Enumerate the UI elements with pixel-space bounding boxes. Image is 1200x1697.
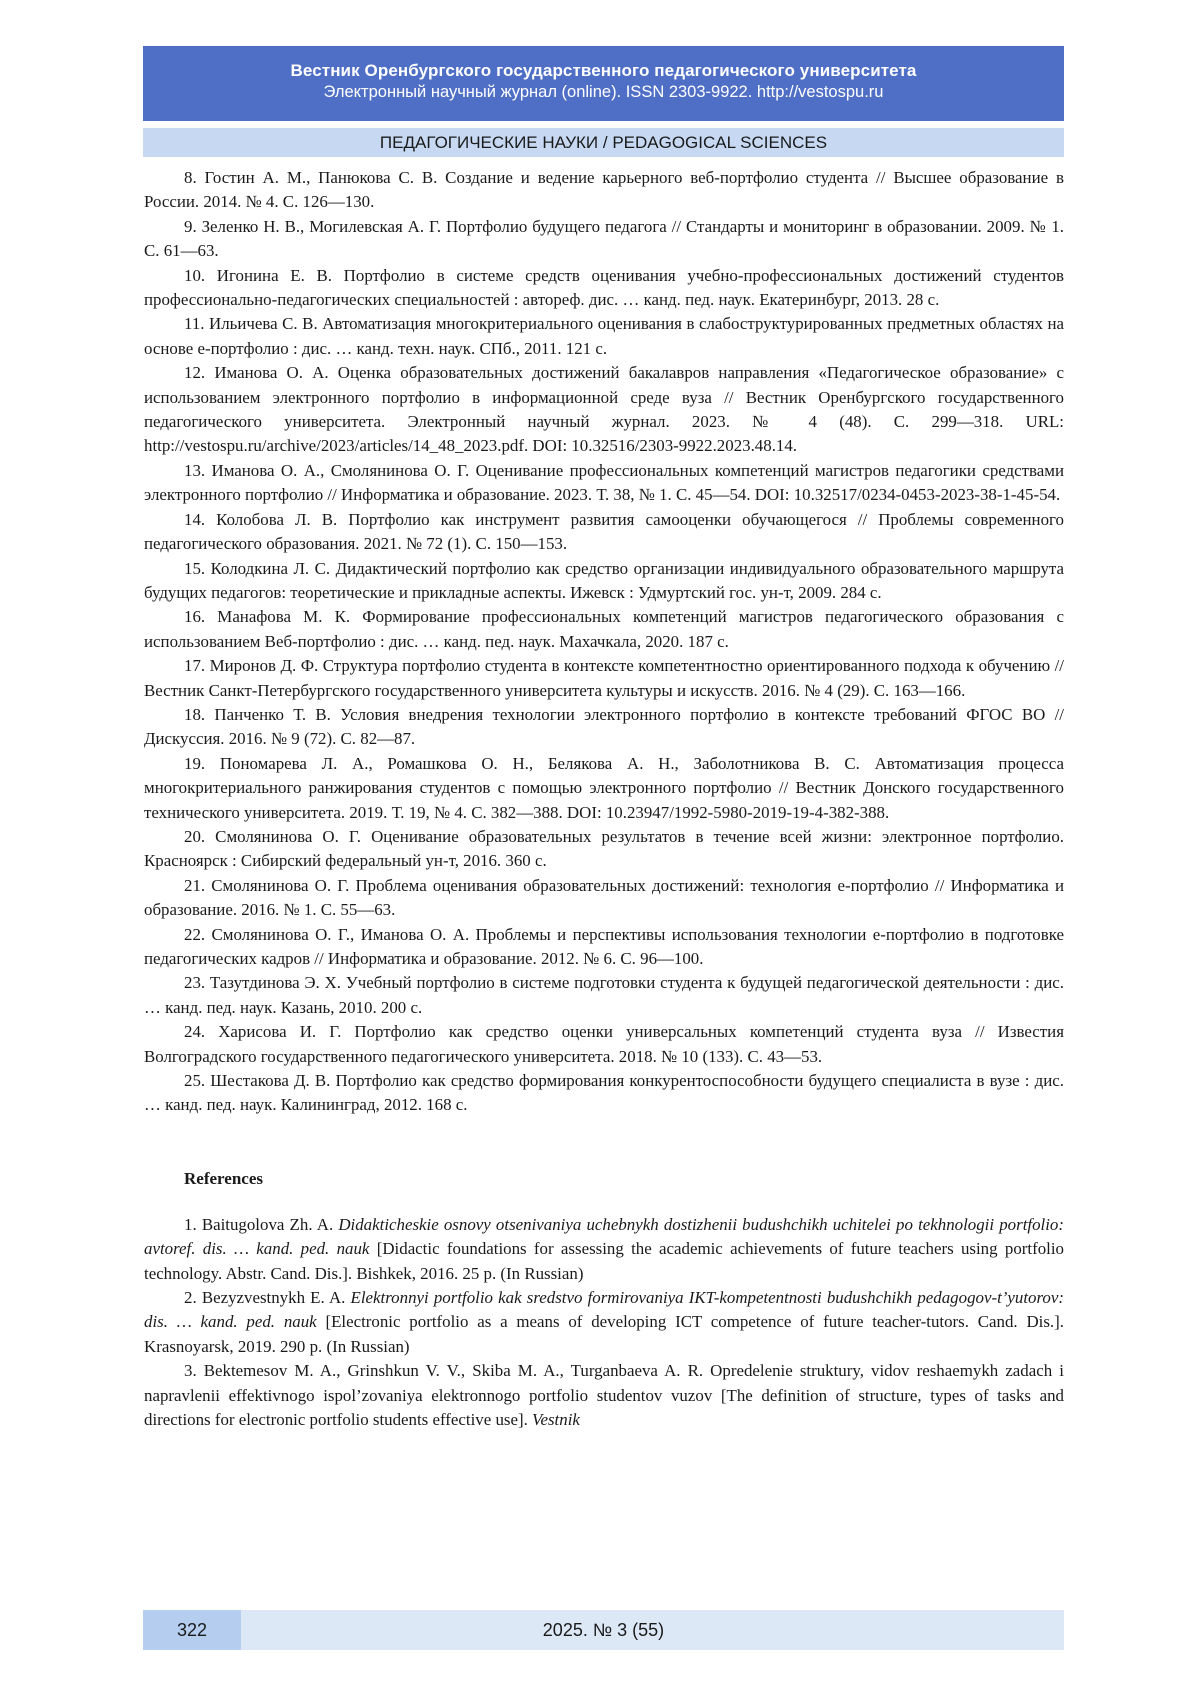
reference-item: 19. Пономарева Л. А., Ромашкова О. Н., Белякова А. Н., Заболотникова В. С. Автоматизация процесса многокритериального ранжирования студентов с помощью электронного портфолио // Вестник Донского государственного технического университета. 2019. Т. 19, № 4. С. 382—388. DOI: 10.23947/1992-5980-2019-19-4-382-388. [144,753,1064,822]
reference-details: [Electronic portfolio as a means of developing ICT competence of future teacher-tutors. Cand. Dis.]. Krasnoyarsk, 2019. 290 p. (In Russian) [144,1312,1064,1356]
reference-item: 24. Харисова И. Г. Портфолио как средство оценки универсальных компетенций студента вуза // Известия Волгоградского государственного педагогического университета. 2018. № 10 (133). С. 43—53. [144,1022,1064,1066]
reference-item: 12. Иманова О. А. Оценка образовательных достижений бакалавров направления «Педагогическое образование» с использованием электронного портфолио в информационной среде вуза // Вестник Оренбургского государственного педагогического университета. Электронный научный журнал. 2023. № 4 (48). С. 299—318. URL: http://vestospu.ru/archive/2023/articles/14_48_2023.pdf. DOI: 10.32516/2303-9922.2023.48.14. [144,363,1064,456]
reference-item: 13. Иманова О. А., Смолянинова О. Г. Оценивание профессиональных компетенций магистров педагогики средствами электронного портфолио // Информатика и образование. 2023. Т. 38, № 1. С. 45—54. DOI: 10.32517/0234-0453-2023-38-1-45-54. [144,460,1064,505]
reference-item: 22. Смолянинова О. Г., Иманова О. А. Проблемы и перспективы использования технологии е-портфолио в подготовке педагогических кадров // Информатика и образование. 2012. № 6. С. 96—100. [144,924,1064,968]
reference-item: 8. Гостин А. М., Панюкова С. В. Создание и ведение карьерного веб-портфолио студента // Высшее образование в России. 2014. № 4. С. 126—130. [144,168,1064,212]
reference-item: 23. Тазутдинова Э. Х. Учебный портфолио в системе подготовки студента к будущей педагогической деятельности : дис. … канд. пед. наук. Казань, 2010. 200 с. [144,973,1064,1017]
reference-title-italic: Vestnik [532,1410,580,1430]
reference-item: 15. Колодкина Л. С. Дидактический портфолио как средство организации индивидуального образовательного маршрута будущих педагогов: теоретические и прикладные аспекты. Ижевск : Удмуртский гос. ун-т, 2009. 284 с. [144,558,1064,602]
section-title: ПЕДАГОГИЧЕСКИЕ НАУКИ / PEDAGOGICAL SCIENCES [143,128,1064,157]
reference-item: 11. Ильичева С. В. Автоматизация многокритериального оценивания в слабоструктурированных предметных областях на основе е-портфолио : дис. … канд. техн. наук. СПб., 2011. 121 с. [144,314,1064,358]
reference-title-italic: Elektronnyi portfolio kak sredstvo formirovaniya IKT-kompetentnosti budushchikh pedagogov-t’yutorov: dis. … kand. ped. nauk [144,1288,1064,1332]
reference-item: 9. Зеленко Н. В., Могилевская А. Г. Портфолио будущего педагога // Стандарты и мониторинг в образовании. 2009. № 1. С. 61—63. [144,216,1064,261]
reference-authors: 2. Bezyzvestnykh E. A. [184,1288,351,1308]
reference-item-en [144,1286,1064,1359]
reference-item: 25. Шестакова Д. В. Портфолио как средство формирования конкурентоспособности будущего специалиста в вузе : дис. … канд. пед. наук. Калининград, 2012. 168 с. [144,1071,1064,1115]
reference-item-en [144,1213,1064,1286]
reference-item: 20. Смолянинова О. Г. Оценивание образовательных результатов в течение всей жизни: электронное портфолио. Красноярск : Сибирский федеральный ун-т, 2016. 360 с. [144,826,1064,871]
reference-list-ru [144,166,1064,1118]
reference-authors: 1. Baitugolova Zh. A. [184,1214,339,1234]
article-body [144,166,1064,1433]
journal-header [143,46,1064,121]
reference-item: 10. Игонина Е. В. Портфолио в системе средств оценивания учебно-профессиональных достижений студентов профессионально-педагогических специальностей : автореф. дис. … канд. пед. наук. Екатеринбург, 2013. 28 с. [144,265,1064,310]
reference-item: 17. Миронов Д. Ф. Структура портфолио студента в контексте компетентностно ориентированного подхода к обучению // Вестник Санкт-Петербургского государственного университета культуры и искусств. 2016. № 4 (29). С. 163—166. [144,656,1064,700]
journal-subtitle: Электронный научный журнал (online). ISSN 2303-9922. http://vestospu.ru [323,83,884,101]
reference-item: 21. Смолянинова О. Г. Проблема оценивания образовательных достижений: технология е-портфолио // Информатика и образование. 2016. № 1. С. 55—63. [144,875,1064,920]
page-number: 322 [143,1610,241,1650]
reference-details: [Didactic foundations for assessing the academic achievements of future teachers using portfolio technology. Abstr. Cand. Dis.]. Bishkek, 2016. 25 p. (In Russian) [144,1239,1064,1283]
page-footer [143,1610,1064,1650]
reference-list-en [144,1213,1064,1433]
issue-number: 2025. № 3 (55) [542,1620,665,1640]
reference-item: 18. Панченко Т. В. Условия внедрения технологии электронного портфолио в контексте требований ФГОС ВО // Дискуссия. 2016. № 9 (72). С. 82—87. [144,704,1064,749]
reference-item: 16. Манафова М. К. Формирование профессиональных компетенций магистров педагогического образования с использованием Веб-портфолио : дис. … канд. пед. наук. Махачкала, 2020. 187 с. [144,607,1064,651]
reference-title-italic: Didakticheskie osnovy otsenivaniya uchebnykh dostizhenii budushchikh uchitelei po tekhnologii portfolio: avtoref. dis. … kand. ped. nauk [144,1214,1064,1259]
reference-item: 14. Колобова Л. В. Портфолио как инструмент развития самооценки обучающегося // Проблемы современного педагогического образования. 2021. № 72 (1). С. 150—153. [144,509,1064,554]
journal-title: Вестник Оренбургского государственного педагогического университета [290,61,917,80]
reference-item-en [144,1359,1064,1432]
reference-authors: 3. Bektemesov M. A., Grinshkun V. V., Skiba M. A., Turganbaeva A. R. Opredelenie struktury, vidov reshaemykh zadach i napravlenii effektivnogo ispol’zovaniya elektronnogo portfolio studentov vuzov [The definition of structure, types of tasks and directions for electronic portfolio students effective use]. [144,1361,1064,1430]
references-heading: References [184,1168,263,1188]
